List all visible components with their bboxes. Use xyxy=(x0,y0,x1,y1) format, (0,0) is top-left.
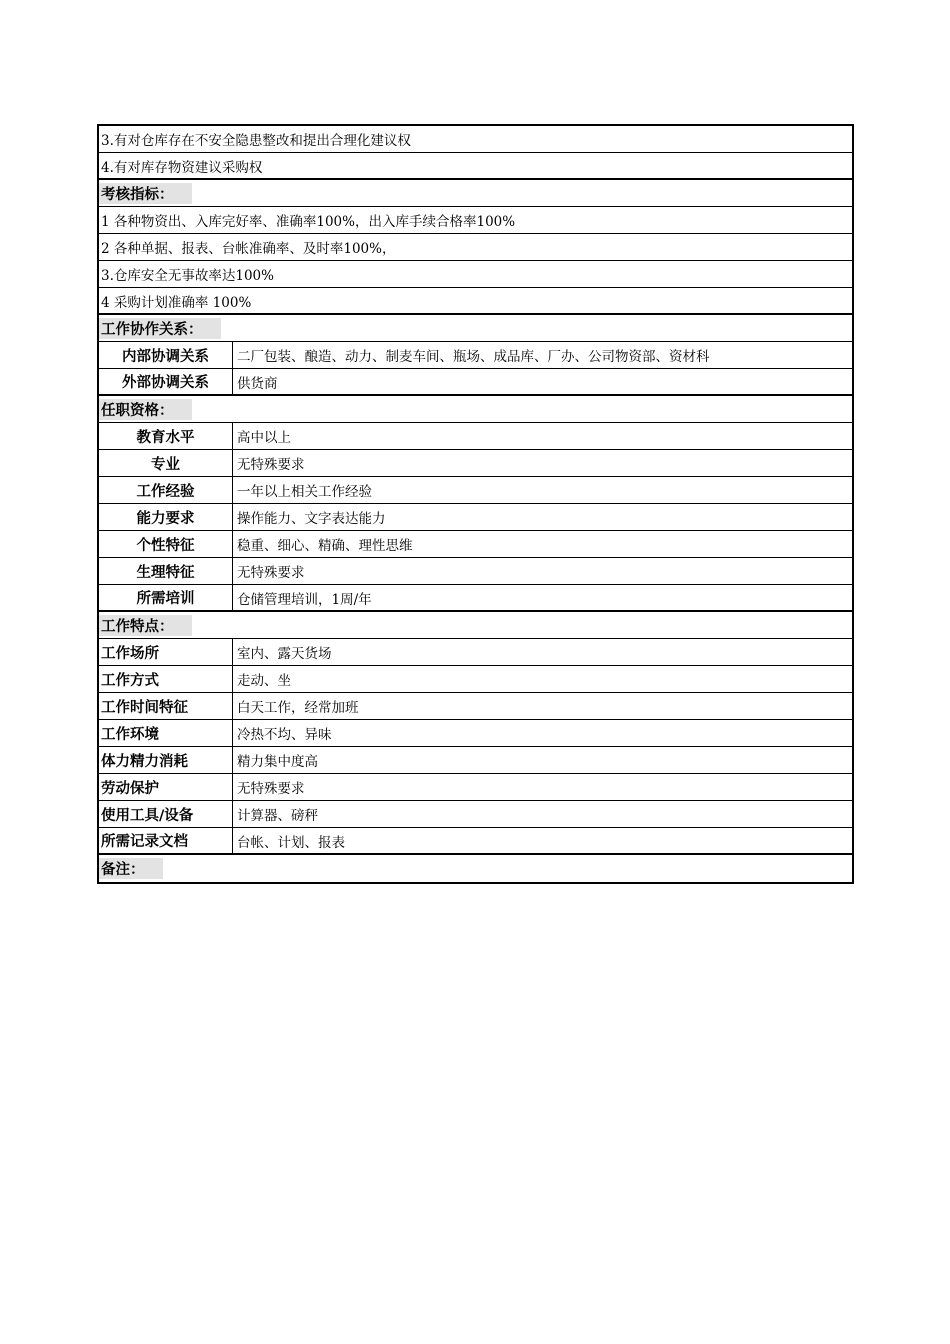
row-value: 无特殊要求 xyxy=(237,781,305,797)
cooperation-row xyxy=(99,369,852,396)
features-row xyxy=(99,666,852,693)
row-label: 能力要求 xyxy=(99,504,233,530)
features-row xyxy=(99,774,852,801)
qualification-row xyxy=(99,504,852,531)
row-value: 操作能力、文字表达能力 xyxy=(237,511,386,527)
row-label: 工作场所 xyxy=(99,639,233,665)
row-value: 高中以上 xyxy=(237,430,291,446)
row-value: 仓储管理培训，1周/年 xyxy=(237,591,372,608)
row-label: 专业 xyxy=(99,450,233,476)
cooperation-section-header xyxy=(99,315,852,342)
row-value: 计算器、磅秤 xyxy=(237,808,318,824)
remarks-section-header xyxy=(99,855,852,882)
qualification-row xyxy=(99,558,852,585)
assessment-item xyxy=(99,288,852,315)
row-value: 二厂包装、酿造、动力、制麦车间、瓶场、成品库、厂办、公司物资部、资材科 xyxy=(237,349,710,365)
features-row xyxy=(99,720,852,747)
row-value: 冷热不均、异味 xyxy=(237,727,332,743)
qualification-row xyxy=(99,450,852,477)
row-value: 一年以上相关工作经验 xyxy=(237,484,372,500)
assessment-section-header xyxy=(99,180,852,207)
features-row xyxy=(99,801,852,828)
assessment-item xyxy=(99,207,852,234)
assessment-text: 2 各种单据、报表、台帐准确率、及时率100%， xyxy=(101,241,396,257)
row-label: 使用工具/设备 xyxy=(99,801,233,827)
row-value: 白天工作，经常加班 xyxy=(237,700,359,716)
features-section-header xyxy=(99,612,852,639)
section-title: 任职资格： xyxy=(99,399,192,420)
assessment-item xyxy=(99,234,852,261)
row-label: 工作时间特征 xyxy=(99,693,233,719)
rights-row xyxy=(99,153,852,180)
section-title: 工作特点： xyxy=(99,615,192,636)
row-value: 无特殊要求 xyxy=(237,565,305,581)
row-label: 体力精力消耗 xyxy=(99,747,233,773)
features-row xyxy=(99,747,852,774)
section-title: 考核指标： xyxy=(99,183,192,204)
row-value: 室内、露天货场 xyxy=(237,646,332,662)
assessment-item xyxy=(99,261,852,288)
row-value: 精力集中度高 xyxy=(237,754,318,770)
row-label: 教育水平 xyxy=(99,423,233,449)
row-label: 劳动保护 xyxy=(99,774,233,800)
row-label: 工作方式 xyxy=(99,666,233,692)
features-row xyxy=(99,828,852,855)
assessment-text: 1 各种物资出、入库完好率、准确率100%，出入库手续合格率100% xyxy=(101,214,516,230)
row-label: 所需培训 xyxy=(99,585,233,610)
row-label: 个性特征 xyxy=(99,531,233,557)
row-value: 无特殊要求 xyxy=(237,457,305,473)
cooperation-row xyxy=(99,342,852,369)
qualification-row xyxy=(99,477,852,504)
row-label: 内部协调关系 xyxy=(99,342,233,368)
features-row xyxy=(99,639,852,666)
row-label: 工作经验 xyxy=(99,477,233,503)
qualification-section-header xyxy=(99,396,852,423)
qualification-row xyxy=(99,531,852,558)
assessment-text: 3.仓库安全无事故率达100% xyxy=(101,268,274,284)
section-title: 工作协作关系： xyxy=(99,318,221,339)
row-value: 供货商 xyxy=(237,375,278,392)
qualification-row xyxy=(99,585,852,612)
row-label: 外部协调关系 xyxy=(99,369,233,394)
row-value: 台帐、计划、报表 xyxy=(237,834,345,851)
row-label: 工作环境 xyxy=(99,720,233,746)
row-value: 走动、坐 xyxy=(237,673,291,689)
row-label: 生理特征 xyxy=(99,558,233,584)
row-value: 稳重、细心、精确、理性思维 xyxy=(237,538,413,554)
assessment-text: 4 采购计划准确率 100% xyxy=(101,294,252,311)
rights-text: 3.有对仓库存在不安全隐患整改和提出合理化建议权 xyxy=(101,133,411,149)
features-row xyxy=(99,693,852,720)
row-label: 所需记录文档 xyxy=(99,828,233,853)
qualification-row xyxy=(99,423,852,450)
rights-row xyxy=(99,126,852,153)
section-title: 备注： xyxy=(99,858,163,879)
rights-text: 4.有对库存物资建议采购权 xyxy=(101,159,263,176)
job-description-table xyxy=(97,124,854,884)
